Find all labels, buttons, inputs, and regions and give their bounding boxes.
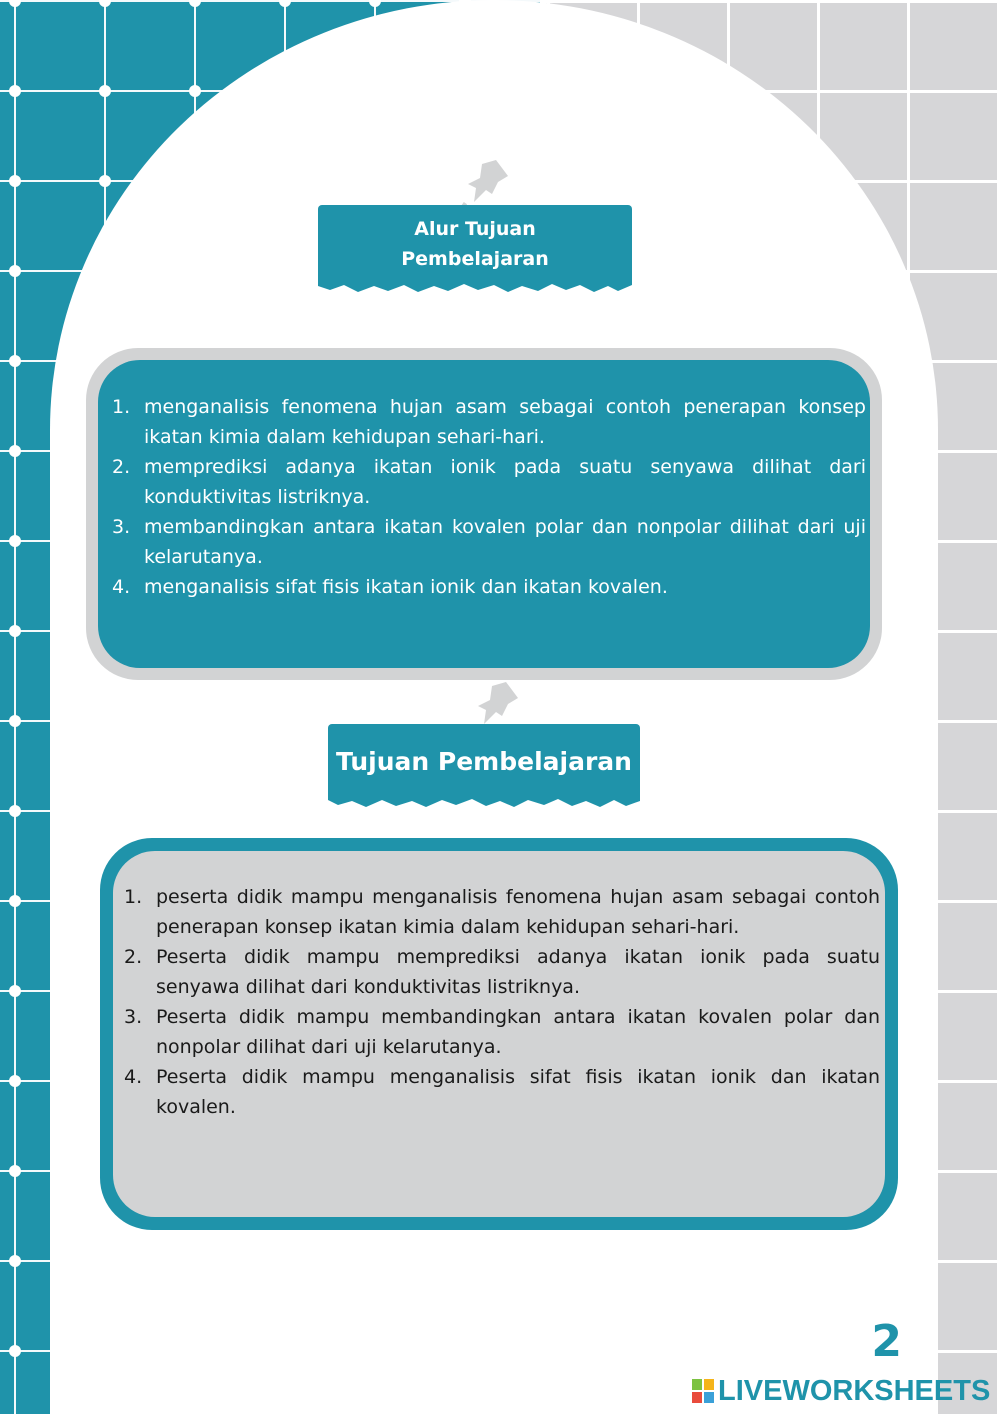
list-text: membandingkan antara ikatan kovalen polar dan nonpolar dilihat dari uji kelarutanya. (144, 516, 866, 568)
list-number: 1. (124, 886, 143, 908)
grid-dot (9, 265, 21, 277)
grid-dot (9, 1165, 21, 1177)
list-number: 2. (124, 946, 143, 968)
grid-dot (9, 805, 21, 817)
grid-dot (99, 175, 111, 187)
section-label-tujuan (328, 724, 640, 798)
grid-dot (9, 0, 21, 7)
ribbon-torn-edge (318, 281, 632, 293)
grid-dot (9, 445, 21, 457)
grid-dot (9, 1345, 21, 1357)
list-text: Peserta didik mampu membandingkan antara ikatan kovalen polar dan nonpolar dilihat dari uji kelarutanya. (156, 1006, 880, 1058)
liveworksheets-logo[interactable] (692, 1374, 990, 1408)
section-label-line2: Pembelajaran (401, 248, 549, 270)
list-item (124, 1002, 880, 1062)
section-label-text: Tujuan Pembelajaran (336, 746, 632, 776)
alur-tujuan-list (112, 392, 866, 602)
list-item (124, 942, 880, 1002)
grid-dot (9, 625, 21, 637)
page-number: 2 (871, 1316, 902, 1367)
grid-dot (9, 355, 21, 367)
ribbon-torn-edge (328, 796, 640, 808)
tujuan-list (124, 882, 880, 1122)
list-item (112, 512, 866, 572)
grid-dot (189, 85, 201, 97)
section-label-line1: Alur Tujuan (414, 218, 536, 240)
list-text: menganalisis sifat fisis ikatan ionik dan ikatan kovalen. (144, 576, 668, 598)
list-text: peserta didik mampu menganalisis fenomena hujan asam sebagai contoh penerapan konsep ikatan kimia dalam kehidupan sehari-hari. (156, 886, 880, 938)
grid-dot (9, 985, 21, 997)
list-item (112, 452, 866, 512)
grid-dot (9, 715, 21, 727)
list-item (124, 882, 880, 942)
list-item (124, 1062, 880, 1122)
brand-name: LIVEWORKSHEETS (718, 1374, 991, 1407)
grid-dot (369, 0, 381, 7)
list-number: 1. (112, 396, 131, 418)
grid-dot (9, 535, 21, 547)
grid-dot (99, 0, 111, 7)
list-number: 3. (124, 1006, 143, 1028)
grid-dot (279, 0, 291, 7)
list-text: menganalisis fenomena hujan asam sebagai contoh penerapan konsep ikatan kimia dalam kehidupan sehari-hari. (144, 396, 866, 448)
grid-dot (9, 175, 21, 187)
list-number: 4. (112, 576, 131, 598)
list-number: 4. (124, 1066, 143, 1088)
grid-dot (9, 1255, 21, 1267)
grid-dot (99, 85, 111, 97)
grid-dot (9, 895, 21, 907)
list-item (112, 572, 866, 602)
list-text: Peserta didik mampu menganalisis sifat fisis ikatan ionik dan ikatan kovalen. (156, 1066, 880, 1118)
list-number: 2. (112, 456, 131, 478)
section-label-alur-tujuan (318, 205, 632, 283)
list-number: 3. (112, 516, 131, 538)
list-item (112, 392, 866, 452)
list-text: memprediksi adanya ikatan ionik pada suatu senyawa dilihat dari konduktivitas listriknya. (144, 456, 866, 508)
liveworksheets-logo-icon (692, 1379, 714, 1403)
grid-dot (189, 0, 201, 7)
grid-dot (9, 85, 21, 97)
list-text: Peserta didik mampu memprediksi adanya ikatan ionik pada suatu senyawa dilihat dari konduktivitas listriknya. (156, 946, 880, 998)
grid-dot (9, 1075, 21, 1087)
